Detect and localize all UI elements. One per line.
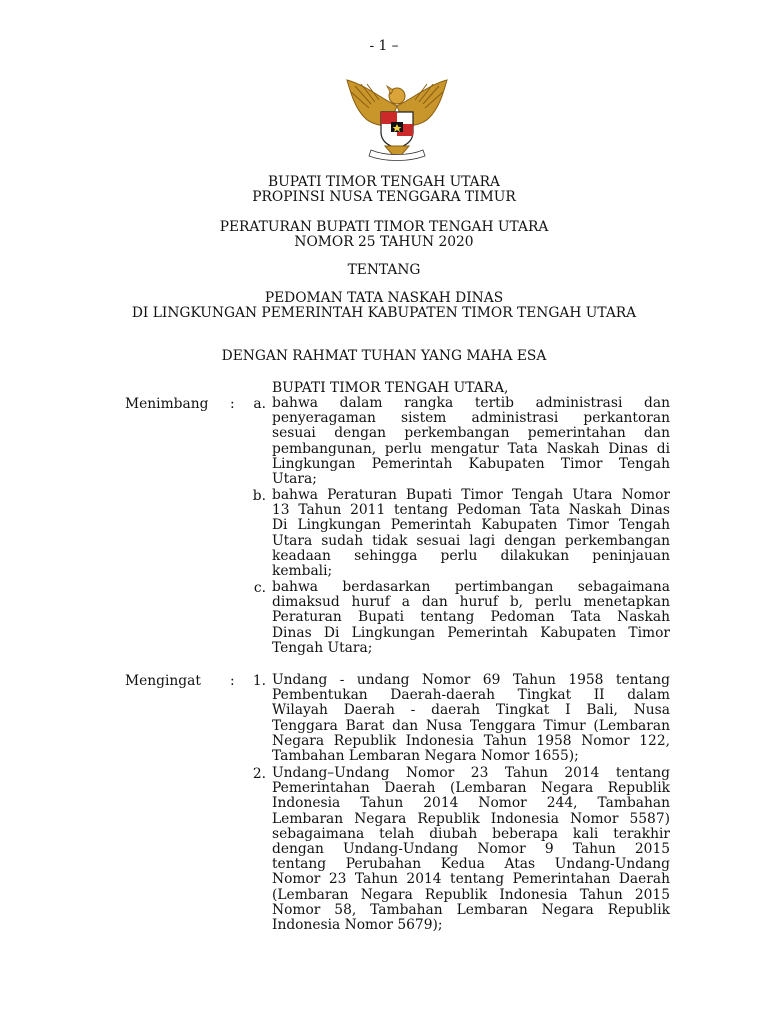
text-line: dengan Undang-Undang Nomor 9 Tahun 2015 [272, 840, 670, 857]
text-line: Utara sudah tidak sesuai lagi dengan perkembangan [272, 532, 670, 549]
heading-invocation: DENGAN RAHMAT TUHAN YANG MAHA ESA [221, 348, 547, 364]
text-line: kembali; [272, 562, 333, 579]
text-line: (Lembaran Negara Republik Indonesia Tahun 2015 [272, 886, 670, 903]
text-line: Peraturan Bupati tentang Pedoman Tata Naskah [272, 609, 670, 626]
text-line: Nomor 23 Tahun 2014 tentang Pemerintahan Daerah [272, 871, 670, 888]
text-line: Nomor 58, Tambahan Lembaran Negara Republik [272, 901, 670, 918]
text-line: Lembaran Negara Republik Indonesia Nomor 5587) [272, 810, 670, 827]
text-line: Di Lingkungan Pemerintah Kabupaten Timor Tengah [272, 517, 670, 534]
mengingat-item-1 [272, 673, 670, 764]
menimbang-marker-b: b. [252, 488, 266, 504]
text-line: Pembentukan Daerah-daerah Tingkat II dalam [272, 687, 670, 704]
bupati-line: BUPATI TIMOR TENGAH UTARA, [272, 380, 509, 396]
text-line: tentang Perubahan Kedua Atas Undang-Undang [272, 856, 670, 873]
menimbang-item-c [272, 580, 670, 656]
menimbang-item-b [272, 488, 670, 579]
text-line: Dinas Di Lingkungan Pemerintah Kabupaten Timor [272, 624, 670, 641]
menimbang-item-a [272, 396, 670, 487]
menimbang-marker-c: c. [253, 580, 266, 596]
page-number: - 1 – [369, 38, 399, 54]
text-line: Tenggara Barat dan Nusa Tenggara Timur (Lembaran [272, 717, 670, 734]
heading-subject-line1: PEDOMAN TATA NASKAH DINAS [264, 290, 504, 306]
text-line: Tambahan Lembaran Negara Nomor 1655); [272, 747, 579, 764]
mengingat-label: Mengingat [125, 673, 201, 689]
text-line: sebagaimana telah diubah beberapa kali terakhir [272, 825, 670, 842]
mengingat-colon: : [230, 673, 235, 689]
heading-regent-title: BUPATI TIMOR TENGAH UTARA [267, 174, 501, 190]
heading-subject-line2: DI LINGKUNGAN PEMERINTAH KABUPATEN TIMOR TENGAH UTARA [131, 305, 637, 321]
text-line: penyeragaman sistem administrasi perkantoran [272, 410, 670, 427]
text-line: pembangunan, perlu mengatur Tata Naskah Dinas di [272, 440, 670, 457]
text-line: bahwa Peraturan Bupati Timor Tengah Utara Nomor [272, 487, 670, 503]
heading-regulation-number: NOMOR 25 TAHUN 2020 [294, 234, 474, 250]
text-line: keadaan sehingga perlu dilakukan peninjauan [272, 547, 670, 564]
text-line: Tengah Utara; [272, 639, 373, 656]
heading-tentang: TENTANG [347, 262, 421, 278]
text-line: Pemerintahan Daerah (Lembaran Negara Republik [272, 780, 670, 797]
text-line: dimaksud huruf a dan huruf b, perlu menetapkan [272, 594, 670, 611]
text-line: Negara Republik Indonesia Tahun 1958 Nomor 122, [272, 732, 670, 749]
text-line: Indonesia Tahun 2014 Nomor 244, Tambahan [272, 795, 670, 812]
text-line: Undang - undang Nomor 69 Tahun 1958 tentang [272, 672, 670, 688]
text-line: Indonesia Nomor 5679); [272, 916, 443, 933]
text-line: Lingkungan Pemerintah Kabupaten Timor Tengah [272, 455, 670, 472]
mengingat-item-2 [272, 766, 670, 933]
menimbang-label: Menimbang [125, 396, 209, 412]
text-line: sesuai dengan perkembangan pemerintahan dan [272, 425, 670, 442]
mengingat-marker-2: 2. [252, 766, 266, 782]
text-line: Utara; [272, 470, 317, 487]
heading-regulation-title: PERATURAN BUPATI TIMOR TENGAH UTARA [219, 219, 549, 235]
text-line: bahwa berdasarkan pertimbangan sebagaimana [272, 579, 670, 595]
mengingat-marker-1: 1. [252, 673, 266, 689]
text-line: 13 Tahun 2011 tentang Pedoman Tata Naskah Dinas [272, 502, 670, 519]
text-line: Undang–Undang Nomor 23 Tahun 2014 tentang [272, 765, 670, 781]
menimbang-marker-a: a. [253, 396, 266, 412]
text-line: bahwa dalam rangka tertib administrasi dan [272, 395, 670, 411]
text-line: Wilayah Daerah - daerah Tingkat I Bali, Nusa [272, 702, 670, 719]
heading-province: PROPINSI NUSA TENGGARA TIMUR [252, 189, 516, 205]
menimbang-colon: : [230, 396, 235, 412]
garuda-emblem-icon [341, 76, 453, 164]
